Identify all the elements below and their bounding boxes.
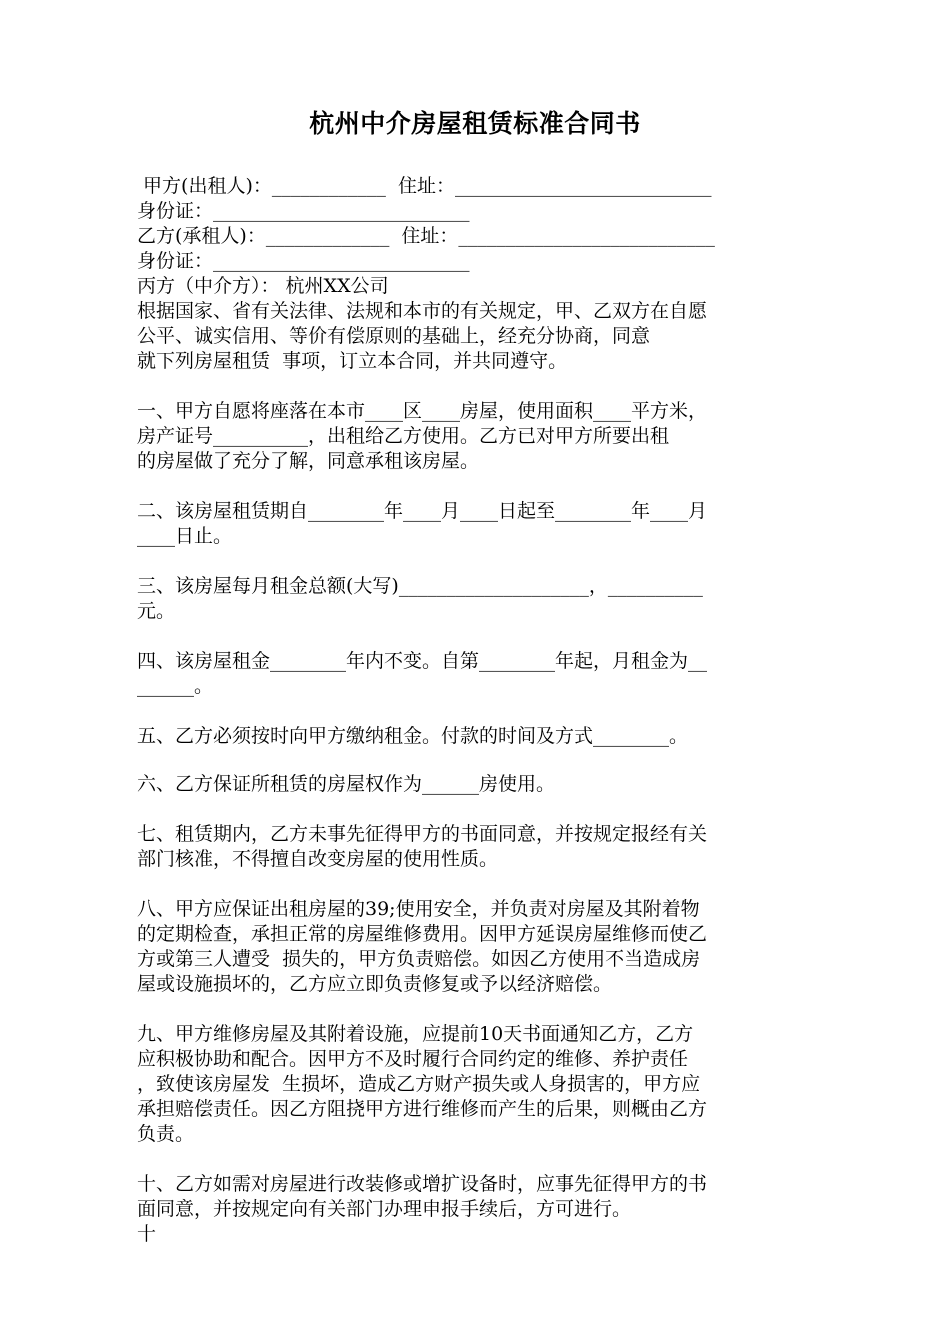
clause-9-line-5: 负责。 — [137, 1123, 195, 1145]
party-b-id-line: 身份证：___________________________ — [137, 250, 470, 272]
clause-9-line-2: 应积极协助和配合。因甲方不及时履行合同约定的维修、养护责任 — [137, 1048, 689, 1070]
preamble-line-2: 公平、诚实信用、等价有偿原则的基础上，经充分协商，同意 — [137, 325, 651, 347]
clause-2-line-1: 二、该房屋租赁期自________年____月____日起至________年____月 — [137, 500, 708, 522]
clause-1-line-1: 一、甲方自愿将座落在本市____区____房屋，使用面积____平方米， — [137, 400, 708, 422]
clause-7-line-1: 七、租赁期内，乙方未事先征得甲方的书面同意，并按规定报经有关 — [137, 823, 708, 845]
clause-3-line-2: 元。 — [137, 600, 176, 622]
clause-9-line-4: 承担赔偿责任。因乙方阻挠甲方进行维修而产生的后果，则概由乙方 — [137, 1098, 708, 1120]
clause-6-line-1: 六、乙方保证所租赁的房屋权作为______房使用。 — [137, 773, 556, 795]
clause-5-line-1: 五、乙方必须按时向甲方缴纳租金。付款的时间及方式________。 — [137, 725, 689, 747]
clause-8-line-4: 屋或设施损坏的，乙方应立即负责修复或予以经济赔偿。 — [137, 973, 613, 995]
clause-7-line-2: 部门核准，不得擅自改变房屋的使用性质。 — [137, 848, 499, 870]
clause-1-line-2: 房产证号__________，出租给乙方使用。乙方已对甲方所要出租 — [137, 425, 670, 447]
clause-2-line-2: ____日止。 — [137, 525, 233, 547]
clause-10-line-2: 面同意，并按规定向有关部门办理申报手续后，方可进行。 — [137, 1198, 632, 1220]
clause-8-line-2: 的定期检查，承担正常的房屋维修费用。因甲方延误房屋维修而使乙 — [137, 923, 708, 945]
party-b-line: 乙方(承租人)：_____________ 住址：___________________________ — [137, 225, 715, 247]
clause-8-line-3: 方或第三人遭受 损失的，甲方负责赔偿。如因乙方使用不当造成房 — [137, 948, 701, 970]
clause-1-line-3: 的房屋做了充分了解，同意承租该房屋。 — [137, 450, 480, 472]
party-a-line: 甲方(出租人)：____________ 住址：___________________________ — [137, 175, 712, 197]
preamble-line-3: 就下列房屋租赁 事项，订立本合同，并共同遵守。 — [137, 350, 568, 372]
clause-4-line-1: 四、该房屋租金________年内不变。自第________年起，月租金为__ — [137, 650, 708, 672]
party-a-id-line: 身份证：___________________________ — [137, 200, 470, 222]
clause-8-line-1: 八、甲方应保证出租房屋的39;使用安全，并负责对房屋及其附着物 — [137, 898, 700, 920]
clause-3-line-1: 三、该房屋每月租金总额(大写)____________________，__________ — [137, 575, 703, 597]
preamble-line-1: 根据国家、省有关法律、法规和本市的有关规定，甲、乙双方在自愿 — [137, 300, 708, 322]
clause-11-start: 十 — [137, 1223, 157, 1245]
clause-4-line-2: ______。 — [137, 675, 214, 697]
document-title: 杭州中介房屋租赁标准合同书 — [309, 109, 641, 138]
clause-9-line-1: 九、甲方维修房屋及其附着设施，应提前10天书面通知乙方，乙方 — [137, 1023, 694, 1045]
clause-10-line-1: 十、乙方如需对房屋进行改装修或增扩设备时，应事先征得甲方的书 — [137, 1173, 708, 1195]
party-c-line: 丙方（中介方）： 杭州XX公司 — [137, 275, 389, 297]
clause-9-line-3: ，致使该房屋发 生损坏，造成乙方财产损失或人身损害的，甲方应 — [137, 1073, 701, 1095]
